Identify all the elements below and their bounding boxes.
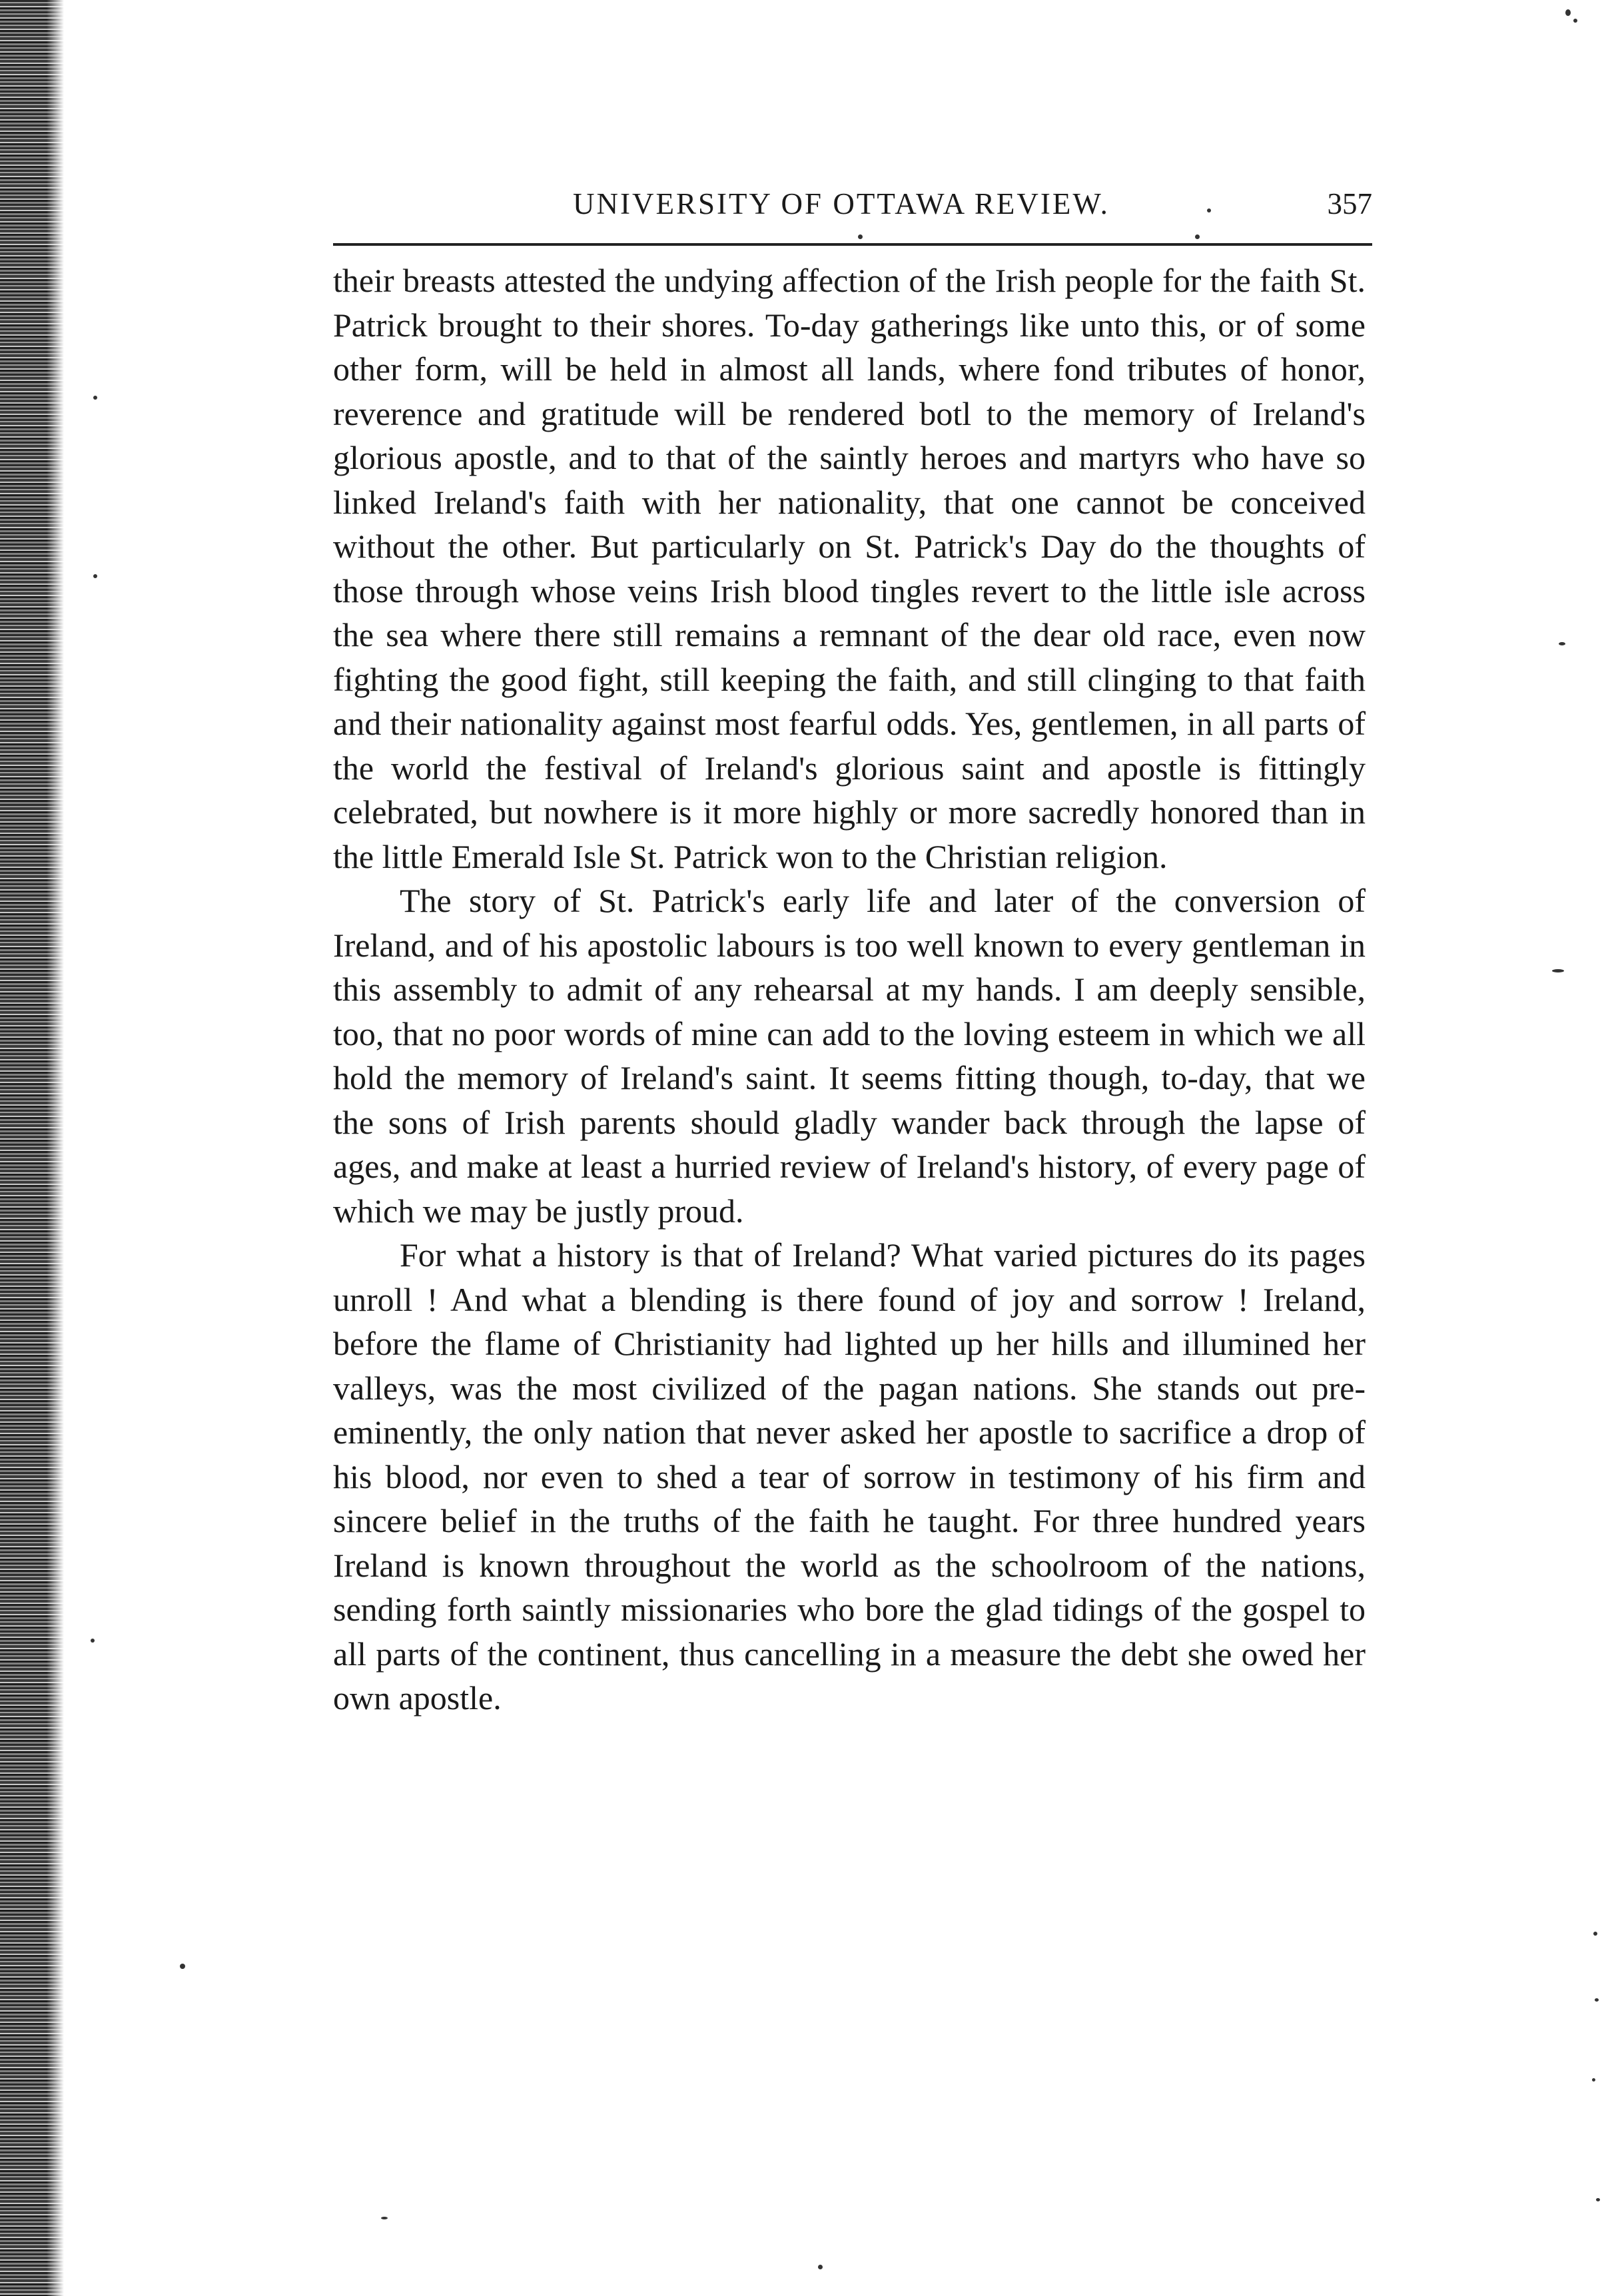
scan-speck bbox=[1595, 1998, 1599, 2002]
page-header bbox=[333, 179, 1372, 238]
book-spine-edge bbox=[0, 0, 64, 2296]
scan-speck bbox=[1593, 1932, 1597, 1936]
paragraph-3: For what a history is that of Ireland? What varied pictures do its pages unroll ! And what a blending is there found of joy and sorrow ! Ireland, before the flame of Christianity had lighted up her hills and illumined her valleys, was the most civilized of the pagan nations. She stands out pre-eminently, the only nation that never asked her apostle to sacrifice a drop of his blood, nor even to shed a tear of sorrow in testimony of his firm and sincere belief in the truths of the faith he taught. For three hundred years Ireland is known throughout the world as the schoolroom of the nations, sending forth saintly missionaries who bore the glad tidings of the gospel to all parts of the continent, thus cancelling in a measure the debt she owed her own apostle. bbox=[333, 1236, 1366, 1717]
scan-speck bbox=[1573, 19, 1577, 23]
scan-speck bbox=[91, 1639, 95, 1643]
scan-speck bbox=[1596, 2198, 1600, 2201]
scan-speck bbox=[1195, 234, 1200, 239]
paragraph-1: their breasts attested the undying affection of the Irish people for the faith St. Patrick brought to their shores. To-day gatherings like unto this, or of some other form, will be held in almost all lands, where fond tributes of honor, reverence and gratitude will be rendered botl to the memory of Ireland's glorious apostle, and to that of the saintly heroes and martyrs who have so linked Ireland's faith with her nationality, that one cannot be conceived without the other. But particularly on St. Patrick's Day do the thoughts of those through whose veins Irish blood tingles revert to the little isle across the sea where there still remains a remnant of the dear old race, even now fighting the good fight, still keeping the faith, and still clinging to that faith and their nationality against most fearful odds. Yes, gentlemen, in all parts of the world the festival of Ireland's glorious saint and apostle is fittingly celebrated, but nowhere is it more highly or more sacredly honored than in the little Emerald Isle St. Patrick won to the Christian religion. bbox=[333, 262, 1366, 875]
scan-speck bbox=[818, 2265, 823, 2269]
scan-speck bbox=[93, 574, 97, 578]
scan-speck bbox=[1565, 9, 1571, 16]
scan-speck bbox=[93, 396, 97, 400]
running-title: UNIVERSITY OF OTTAWA REVIEW. bbox=[573, 187, 1110, 220]
header-rule bbox=[333, 243, 1372, 246]
scan-speck bbox=[1552, 969, 1564, 972]
paragraph-2: The story of St. Patrick's early life and later of the conversion of Ireland, and of his apostolic labours is too well known to every gentleman in this assembly to admit of any rehearsal at my hands. I am deeply sensible, too, that no poor words of mine can add to the loving esteem in which we all hold the memory of Ireland's saint. It seems fitting though, to-day, that we the sons of Irish parents should gladly wander back through the lapse of ages, and make at least a hurried review of Ireland's history, of every page of which we may be justly proud. bbox=[333, 882, 1366, 1230]
scan-speck bbox=[1559, 642, 1565, 645]
scan-speck bbox=[858, 234, 863, 239]
page-number: 357 bbox=[1327, 187, 1372, 220]
scan-speck bbox=[1592, 2078, 1595, 2082]
scan-speck bbox=[381, 2217, 388, 2219]
scan-speck bbox=[1207, 208, 1211, 212]
scan-speck bbox=[180, 1964, 185, 1969]
body-text bbox=[333, 258, 1366, 1721]
